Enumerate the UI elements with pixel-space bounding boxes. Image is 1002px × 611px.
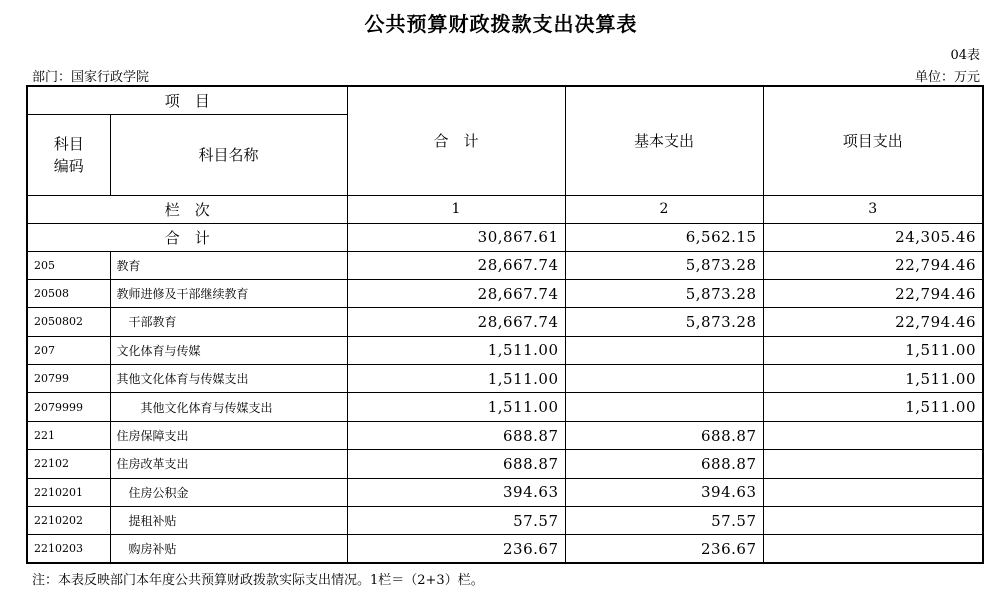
total-label: 合 计 <box>27 223 347 251</box>
header-item: 项 目 <box>27 86 347 114</box>
row-total: 57.57 <box>347 507 565 535</box>
row-code: 20508 <box>27 279 110 307</box>
row-code: 22102 <box>27 450 110 478</box>
form-number: 04表 <box>950 48 980 63</box>
header-basic: 基本支出 <box>565 86 763 195</box>
row-total: 28,667.74 <box>347 279 565 307</box>
row-basic: 688.87 <box>565 421 763 449</box>
total-total: 30,867.61 <box>347 223 565 251</box>
header-name: 科目名称 <box>110 114 347 195</box>
row-code: 221 <box>27 421 110 449</box>
row-name: 其他文化体育与传媒支出 <box>110 393 347 421</box>
row-code: 2050802 <box>27 308 110 336</box>
row-basic: 5,873.28 <box>565 279 763 307</box>
row-basic: 236.67 <box>565 535 763 563</box>
row-basic: 688.87 <box>565 450 763 478</box>
table-row <box>27 279 983 307</box>
column-number-3: 3 <box>763 195 983 223</box>
unit-label: 单位：万元 <box>914 70 980 85</box>
table-row <box>27 393 983 421</box>
row-project: 1,511.00 <box>763 336 983 364</box>
page-title: 公共预算财政拨款支出决算表 <box>364 12 638 36</box>
column-number-1: 1 <box>347 195 565 223</box>
row-name: 教师进修及干部继续教育 <box>110 279 347 307</box>
header-project: 项目支出 <box>763 86 983 195</box>
row-name: 干部教育 <box>110 308 347 336</box>
row-name: 文化体育与传媒 <box>110 336 347 364</box>
row-code: 205 <box>27 251 110 279</box>
row-name: 教育 <box>110 251 347 279</box>
table-row <box>27 308 983 336</box>
table-row <box>27 365 983 393</box>
row-name: 住房改革支出 <box>110 450 347 478</box>
row-name: 住房公积金 <box>110 478 347 506</box>
row-total: 1,511.00 <box>347 393 565 421</box>
table-row <box>27 535 983 563</box>
row-code: 20799 <box>27 365 110 393</box>
total-row <box>27 223 983 251</box>
total-basic: 6,562.15 <box>565 223 763 251</box>
header-total: 合 计 <box>347 86 565 195</box>
row-total: 236.67 <box>347 535 565 563</box>
row-total: 394.63 <box>347 478 565 506</box>
row-project: 1,511.00 <box>763 365 983 393</box>
row-code: 2210201 <box>27 478 110 506</box>
total-project: 24,305.46 <box>763 223 983 251</box>
row-project: 22,794.46 <box>763 308 983 336</box>
row-project: 22,794.46 <box>763 251 983 279</box>
row-code: 2210203 <box>27 535 110 563</box>
row-name: 购房补贴 <box>110 535 347 563</box>
row-total: 1,511.00 <box>347 336 565 364</box>
row-project <box>763 450 983 478</box>
table-row <box>27 251 983 279</box>
row-name: 提租补贴 <box>110 507 347 535</box>
row-project <box>763 535 983 563</box>
row-total: 1,511.00 <box>347 365 565 393</box>
header-code: 科目 编码 <box>27 114 110 195</box>
row-project: 22,794.46 <box>763 279 983 307</box>
row-basic: 394.63 <box>565 478 763 506</box>
table-row <box>27 450 983 478</box>
row-project <box>763 478 983 506</box>
expenditure-table <box>26 85 984 564</box>
row-total: 28,667.74 <box>347 251 565 279</box>
department-label: 部门：国家行政学院 <box>32 70 150 85</box>
row-project <box>763 421 983 449</box>
row-basic: 57.57 <box>565 507 763 535</box>
table-row <box>27 478 983 506</box>
row-total: 688.87 <box>347 450 565 478</box>
row-basic <box>565 365 763 393</box>
footnote: 注：本表反映部门本年度公共预算财政拨款实际支出情况。1栏＝（2+3）栏。 <box>32 573 484 588</box>
table-row <box>27 421 983 449</box>
row-basic: 5,873.28 <box>565 308 763 336</box>
row-code: 2210202 <box>27 507 110 535</box>
row-name: 其他文化体育与传媒支出 <box>110 365 347 393</box>
row-name: 住房保障支出 <box>110 421 347 449</box>
row-basic <box>565 336 763 364</box>
column-number-2: 2 <box>565 195 763 223</box>
row-code: 2079999 <box>27 393 110 421</box>
table-row <box>27 336 983 364</box>
row-basic <box>565 393 763 421</box>
row-total: 28,667.74 <box>347 308 565 336</box>
row-basic: 5,873.28 <box>565 251 763 279</box>
table-row <box>27 507 983 535</box>
row-project: 1,511.00 <box>763 393 983 421</box>
row-total: 688.87 <box>347 421 565 449</box>
header-column-label: 栏 次 <box>27 195 347 223</box>
row-code: 207 <box>27 336 110 364</box>
row-project <box>763 507 983 535</box>
